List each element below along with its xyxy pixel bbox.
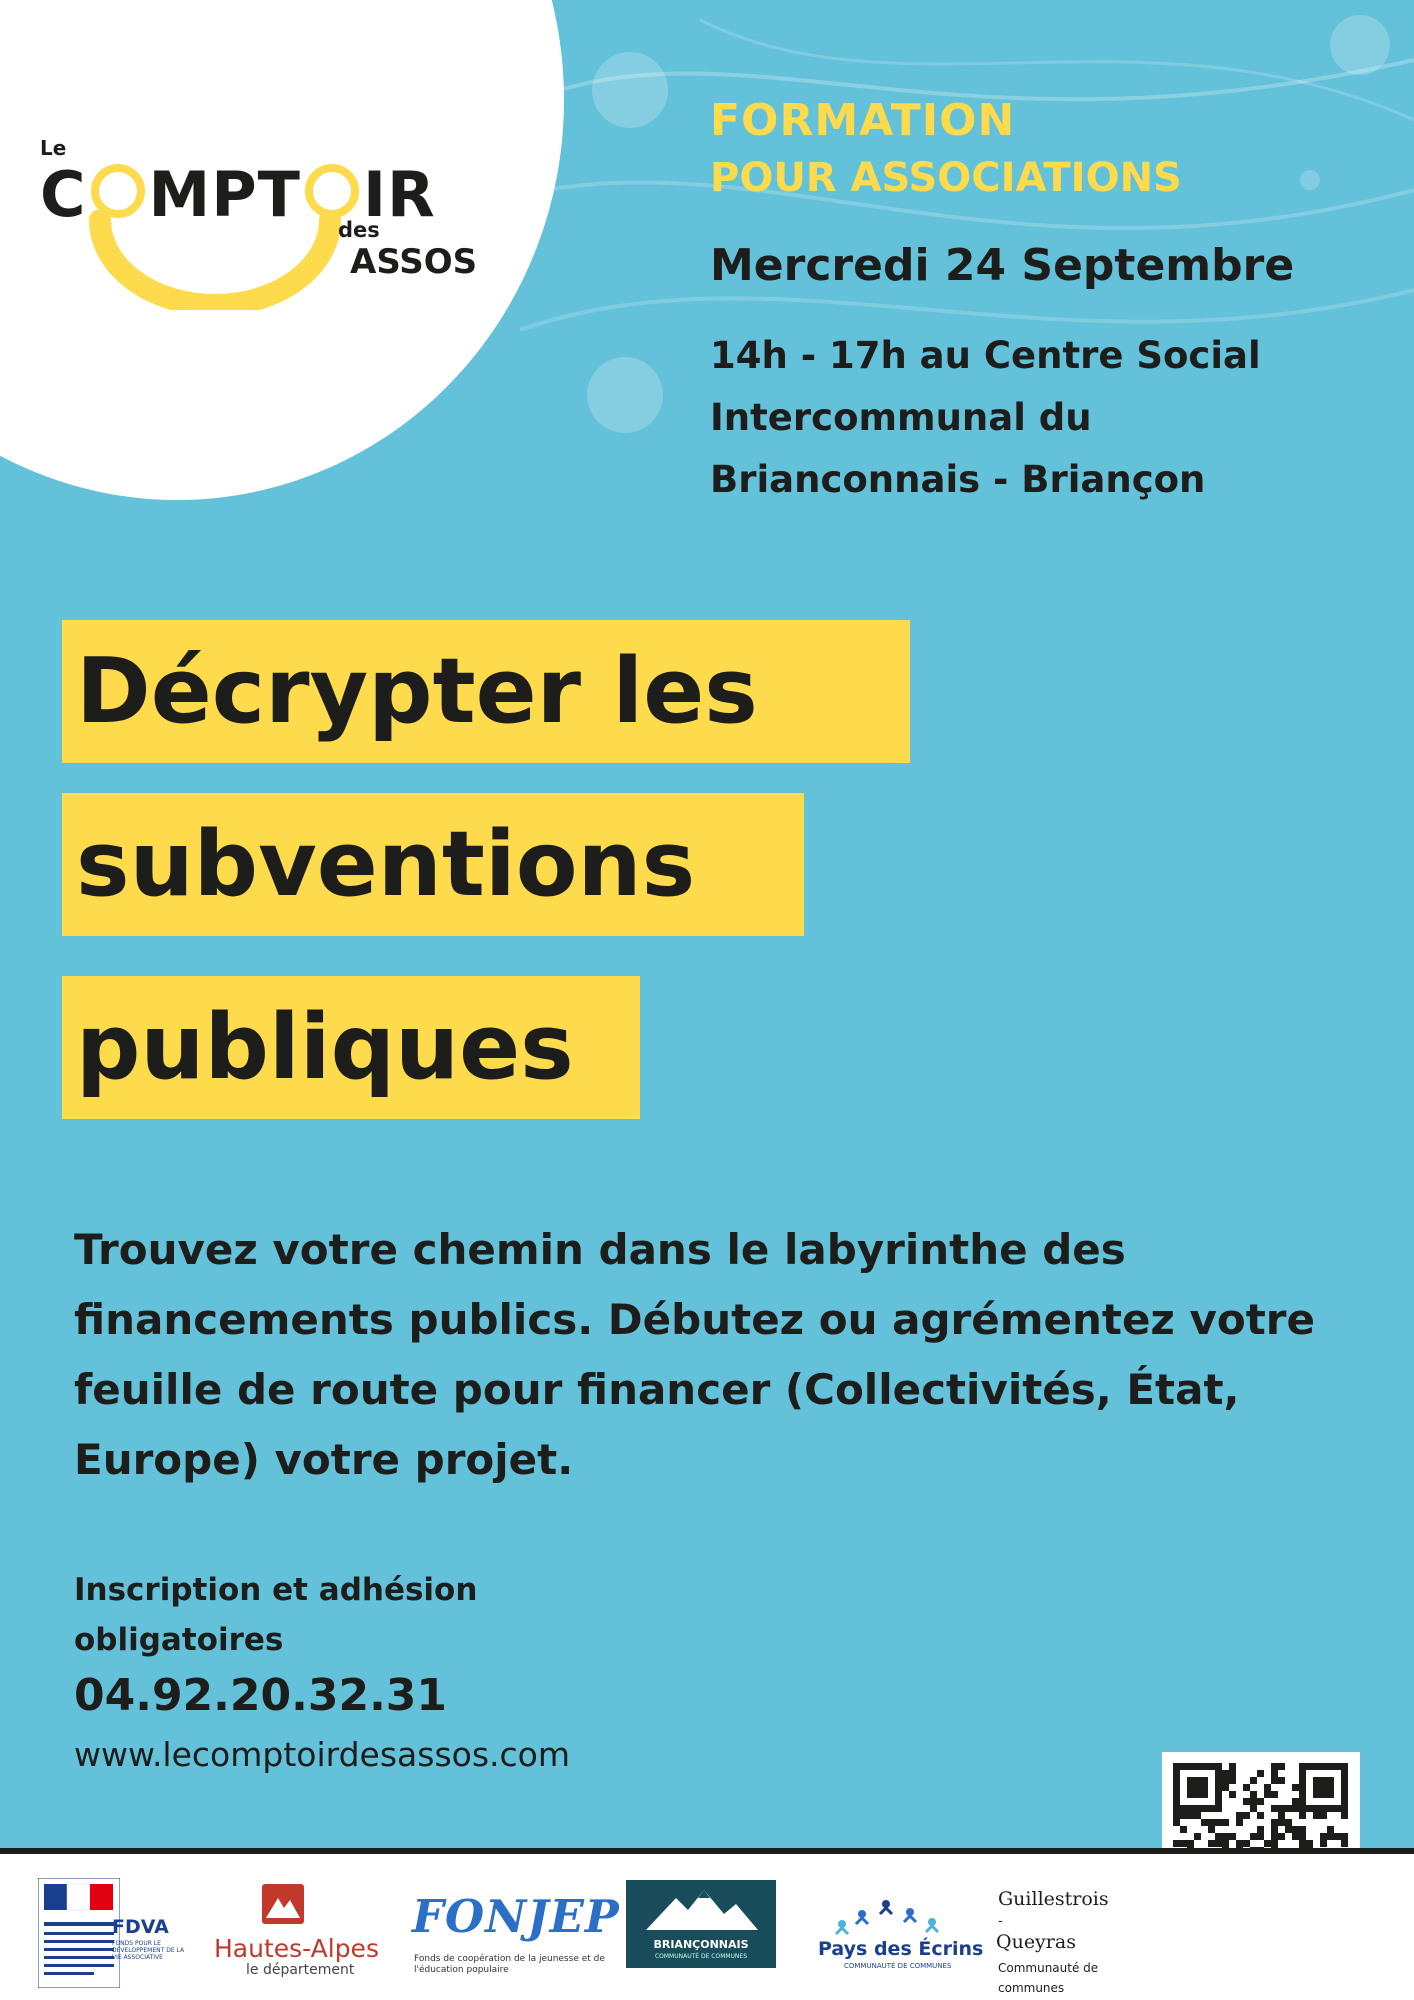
pour-associations-heading: POUR ASSOCIATIONS xyxy=(710,155,1182,201)
brianconnais-logo-text: BRIANÇONNAIS xyxy=(653,1938,749,1951)
title-line-2: subventions xyxy=(62,793,804,936)
fdva-logo-text: FDVA xyxy=(112,1916,169,1938)
venue-line: Intercommunal du xyxy=(710,396,1092,439)
description-line: feuille de route pour financer (Collectivités, État, xyxy=(74,1365,1240,1414)
logo-le-text: Le xyxy=(40,136,67,160)
website-link[interactable]: www.lecomptoirdesassos.com xyxy=(74,1735,571,1774)
queyras-logo-text: Queyras xyxy=(996,1931,1076,1953)
description-line: Trouvez votre chemin dans le labyrinthe des xyxy=(74,1225,1126,1274)
event-date: Mercredi 24 Septembre xyxy=(710,240,1295,291)
description-line: financements publics. Débutez ou agrémentez votre xyxy=(74,1295,1316,1344)
brianconnais-subtitle: COMMUNAUTÉ DE COMMUNES xyxy=(654,1953,748,1960)
description xyxy=(74,1215,1364,1495)
pays-des-ecrins-subtitle: COMMUNAUTÉ DE COMMUNES xyxy=(844,1962,952,1970)
hautes-alpes-mountain-icon xyxy=(262,1884,304,1924)
hautes-alpes-logo-text: Hautes-Alpes xyxy=(214,1934,379,1963)
brianconnais-mountain-icon xyxy=(626,1880,776,1940)
fonjep-subtitle: Fonds de coopération de la jeunesse et de l'éducation populaire xyxy=(414,1954,605,1975)
venue-line: Brianconnais - Briançon xyxy=(710,458,1206,501)
pays-des-ecrins-logo-text: Pays des Écrins xyxy=(818,1938,984,1960)
fonjep-logo-text: FONJEP xyxy=(412,1890,620,1943)
pays-des-ecrins-figures-icon xyxy=(830,1894,945,1938)
logo-ring-o xyxy=(305,164,359,218)
fdva-subtitle: FONDS POUR LE DÉVELOPPEMENT DE LA VIE ASSOCIATIVE xyxy=(112,1940,185,1961)
logo-comptoir-text: C MPT IR xyxy=(40,158,436,231)
event-venue xyxy=(710,325,1261,511)
logo-ring-o xyxy=(91,164,145,218)
comptoir-des-assos-logo xyxy=(40,130,500,300)
guillestrois-logo-text: Guillestrois xyxy=(998,1888,1109,1910)
phone-number[interactable]: 04.92.20.32.31 xyxy=(74,1670,448,1721)
logo-assos-text: ASSOS xyxy=(350,242,478,282)
partner-logos-footer xyxy=(0,1848,1414,2000)
description-line: Europe) votre projet. xyxy=(74,1435,574,1484)
formation-heading: FORMATION xyxy=(710,95,1016,146)
hautes-alpes-subtitle: le département xyxy=(246,1962,355,1978)
registration-line: Inscription et adhésion xyxy=(74,1572,478,1608)
logo-des-text: des xyxy=(338,218,380,242)
registration-line: obligatoires xyxy=(74,1622,284,1658)
title-line-3: publiques xyxy=(62,976,640,1119)
title-line-1: Décrypter les xyxy=(62,620,910,763)
queyras-subtitle: Communauté de communes xyxy=(998,1961,1099,1995)
guillestrois-dash: - xyxy=(998,1914,1003,1929)
republique-francaise-logo xyxy=(38,1878,120,1988)
venue-line: 14h - 17h au Centre Social xyxy=(710,334,1261,377)
registration-notice xyxy=(74,1565,544,1665)
